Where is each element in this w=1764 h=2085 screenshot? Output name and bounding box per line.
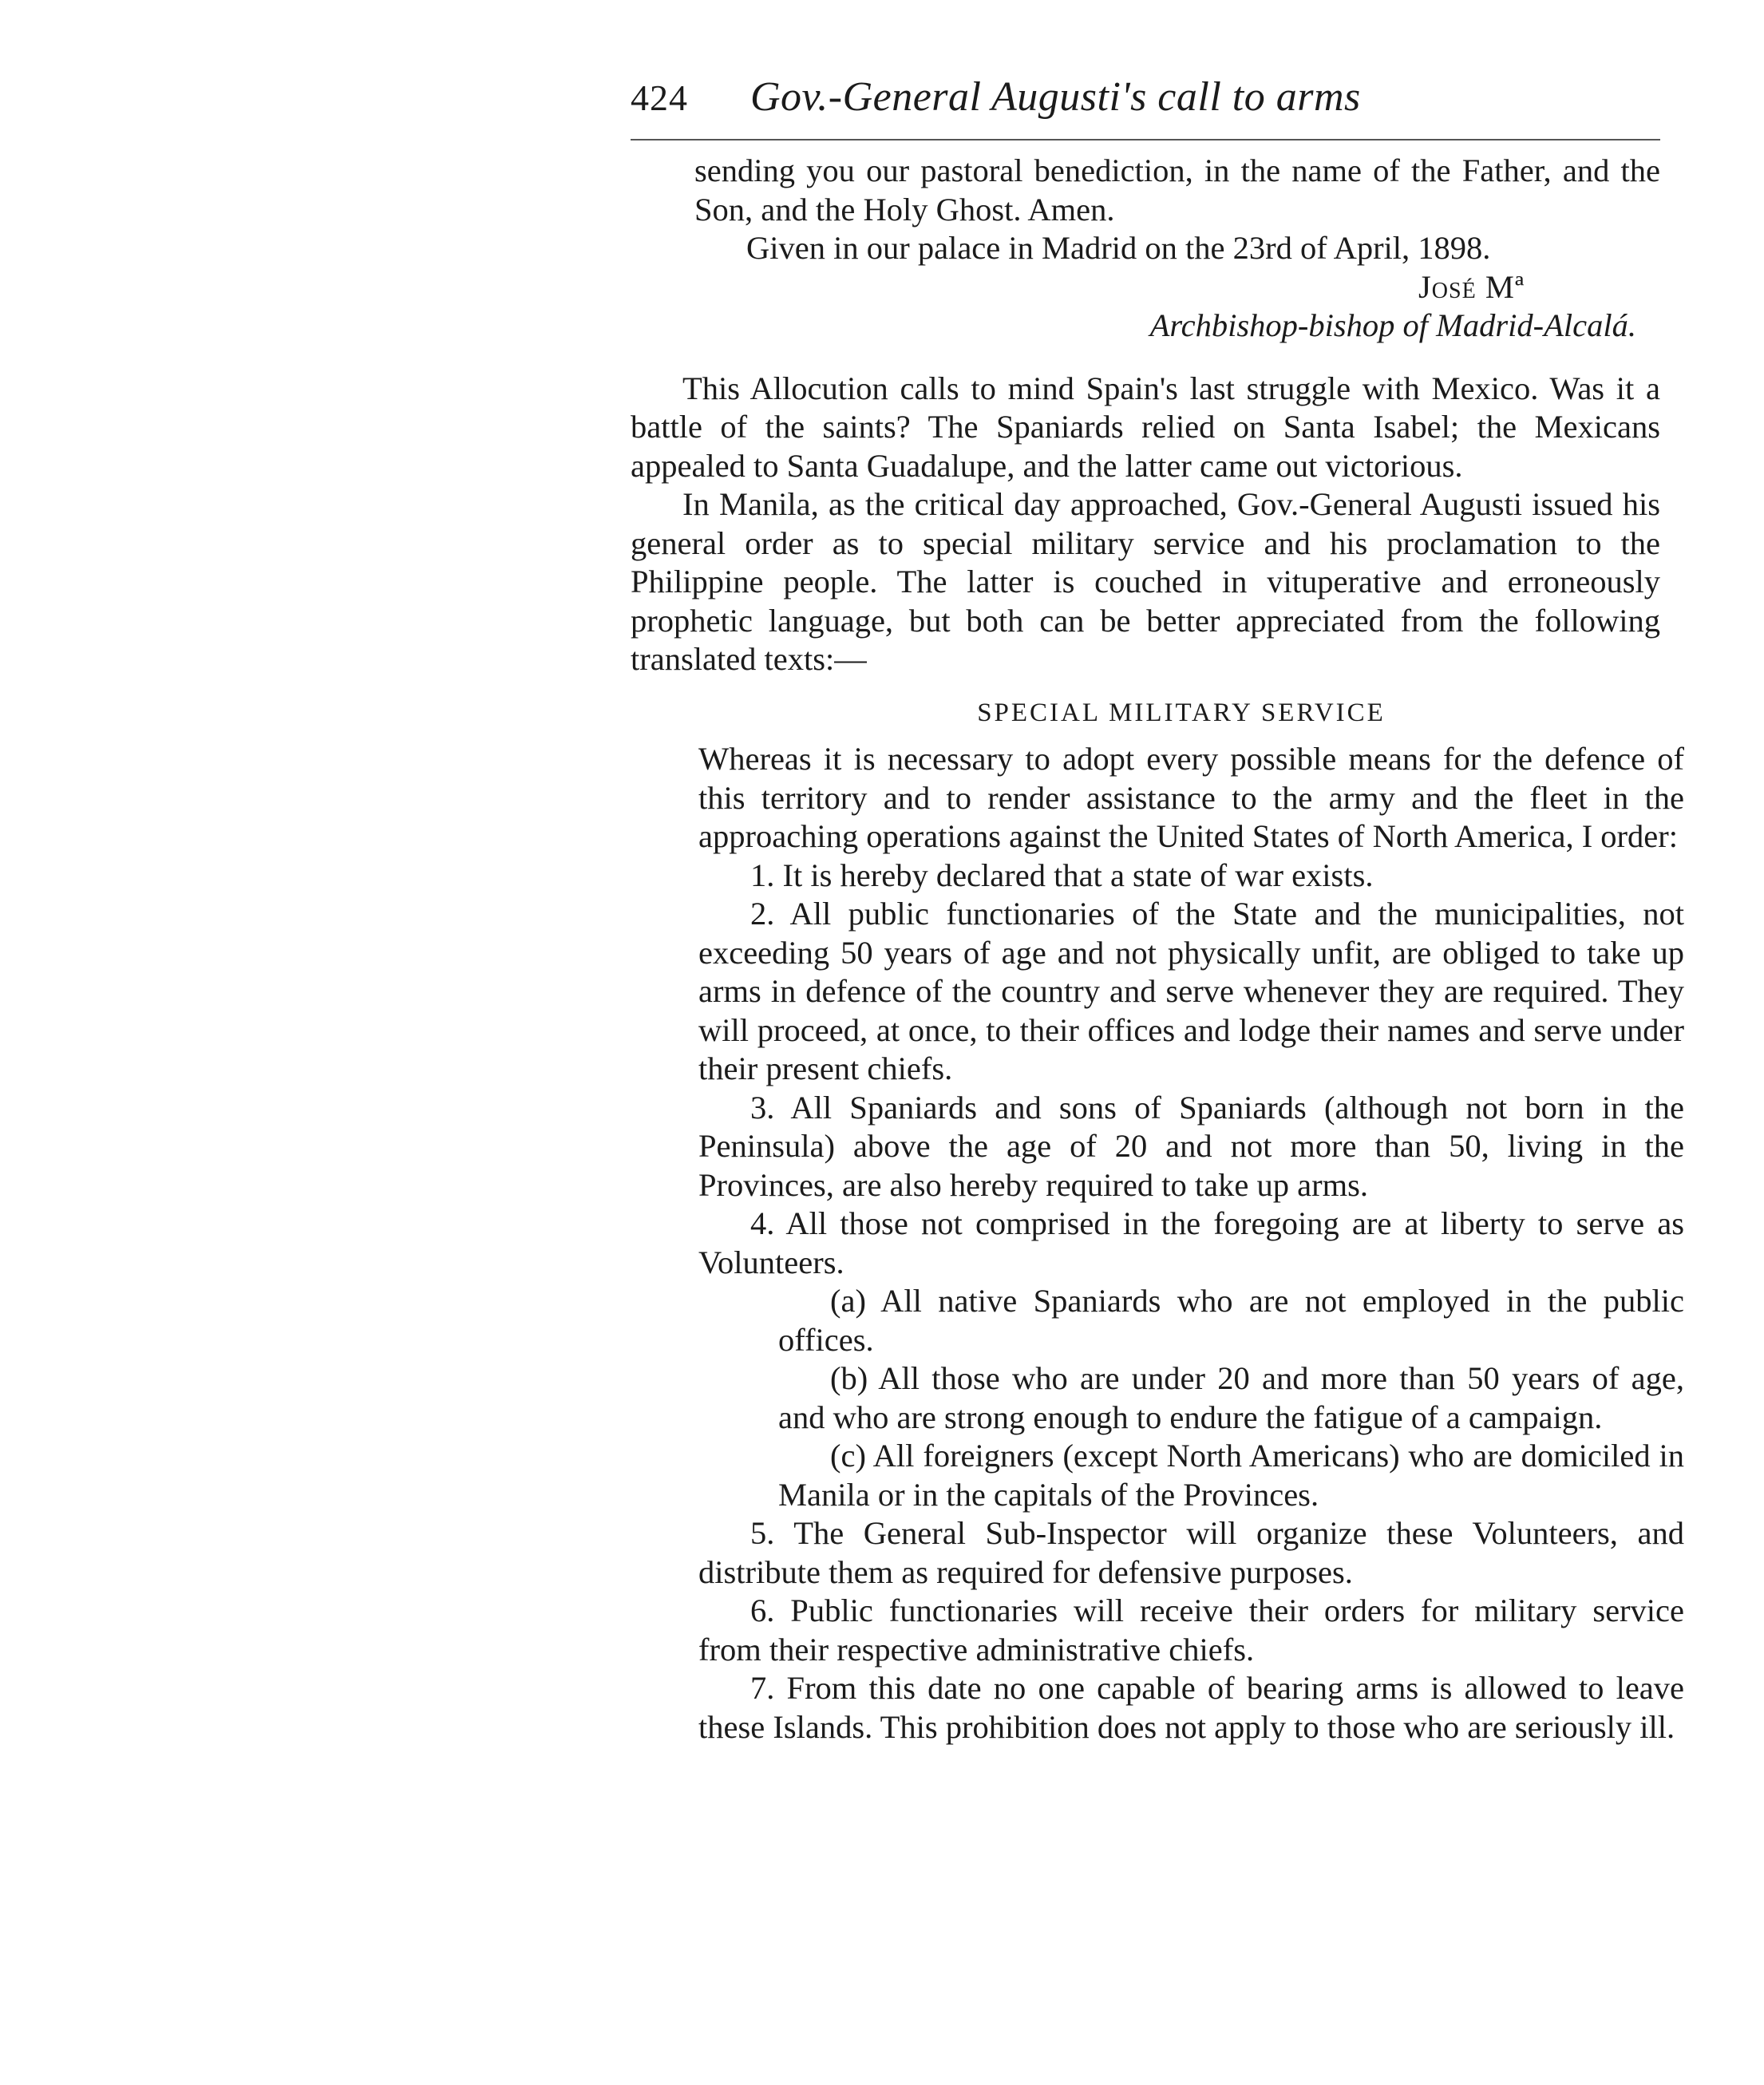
sub-item-c: [778, 1437, 1684, 1514]
sub-item-label: (c): [830, 1438, 866, 1474]
page-header: [631, 73, 1684, 129]
sub-item-text: All native Spaniards who are not employed in the public offices.: [778, 1283, 1684, 1358]
opening-line: sending you our pastoral benediction, in the name of the Father, and the Son, and the Holy Ghost. Amen.: [694, 152, 1660, 227]
order-item-1: 1. It is hereby declared that a state of war exists.: [750, 857, 1374, 893]
signature-name: José Mª: [1418, 268, 1525, 305]
paragraph-allocution: This Allocution calls to mind Spain's last struggle with Mexico. Was it a battle of the saints? The Spaniards relied on Santa Isabel; the Mexicans appealed to Santa Guadalupe, and the latter came out victorious.: [631, 370, 1660, 484]
signature-title: Archbishop-bishop of Madrid-Alcalá.: [1149, 307, 1636, 343]
order-preamble: Whereas it is necessary to adopt every possible means for the defence of this territory and to render assistance to the army and the fleet in the approaching operations against the United States of North America, I order:: [698, 741, 1684, 854]
page-body: [631, 152, 1684, 1747]
order-item-6: 6. Public functionaries will receive their orders for military service from their respective administrative chiefs.: [698, 1592, 1684, 1668]
order-item-4: 4. All those not comprised in the foregoing are at liberty to serve as Volunteers.: [698, 1205, 1684, 1280]
order-block-continued: [698, 1514, 1684, 1747]
dateline: Given in our palace in Madrid on the 23rd of April, 1898.: [746, 230, 1491, 266]
header-rule: [631, 139, 1660, 140]
opening-block: [694, 152, 1660, 346]
sub-item-label: (b): [830, 1360, 868, 1396]
order-item-3: 3. All Spaniards and sons of Spaniards (although not born in the Peninsula) above the age of 20 and not more than 50, living in the Provinces, are also hereby required to take up arms.: [698, 1089, 1684, 1203]
sub-item-text: All those who are under 20 and more than 50 years of age, and who are strong enough to endure the fatigue of a campaign.: [778, 1360, 1684, 1435]
running-head: Gov.-General Augusti's call to arms: [750, 74, 1361, 120]
volunteer-categories: [778, 1282, 1684, 1514]
order-block: [698, 740, 1684, 1282]
page-number: 424: [631, 77, 688, 118]
sub-item-label: (a): [830, 1283, 866, 1319]
book-page: [631, 73, 1684, 1747]
sub-item-a: [778, 1282, 1684, 1359]
sub-item-b: [778, 1359, 1684, 1437]
paragraph-manila: In Manila, as the critical day approached, Gov.-General Augusti issued his general order as to special military service and his proclamation to the Philippine people. The latter is couched in vituperative and erroneously prophetic language, but both can be better appreciated from the following translated texts:—: [631, 486, 1660, 677]
order-item-7: 7. From this date no one capable of bearing arms is allowed to leave these Islands. This prohibition does not apply to those who are seriously ill.: [698, 1670, 1684, 1745]
section-title: SPECIAL MILITARY SERVICE: [977, 698, 1386, 727]
sub-item-text: All foreigners (except North Americans) who are domiciled in Manila or in the capitals of the Provinces.: [778, 1438, 1684, 1513]
order-item-5: 5. The General Sub-Inspector will organize these Volunteers, and distribute them as required for defensive purposes.: [698, 1515, 1684, 1590]
order-item-2: 2. All public functionaries of the State and the municipalities, not exceeding 50 years of age and not physically unfit, are obliged to take up arms in defence of the country and serve whenever they are required. They will proceed, at once, to their offices and lodge their names and serve under their present chiefs.: [698, 896, 1684, 1086]
